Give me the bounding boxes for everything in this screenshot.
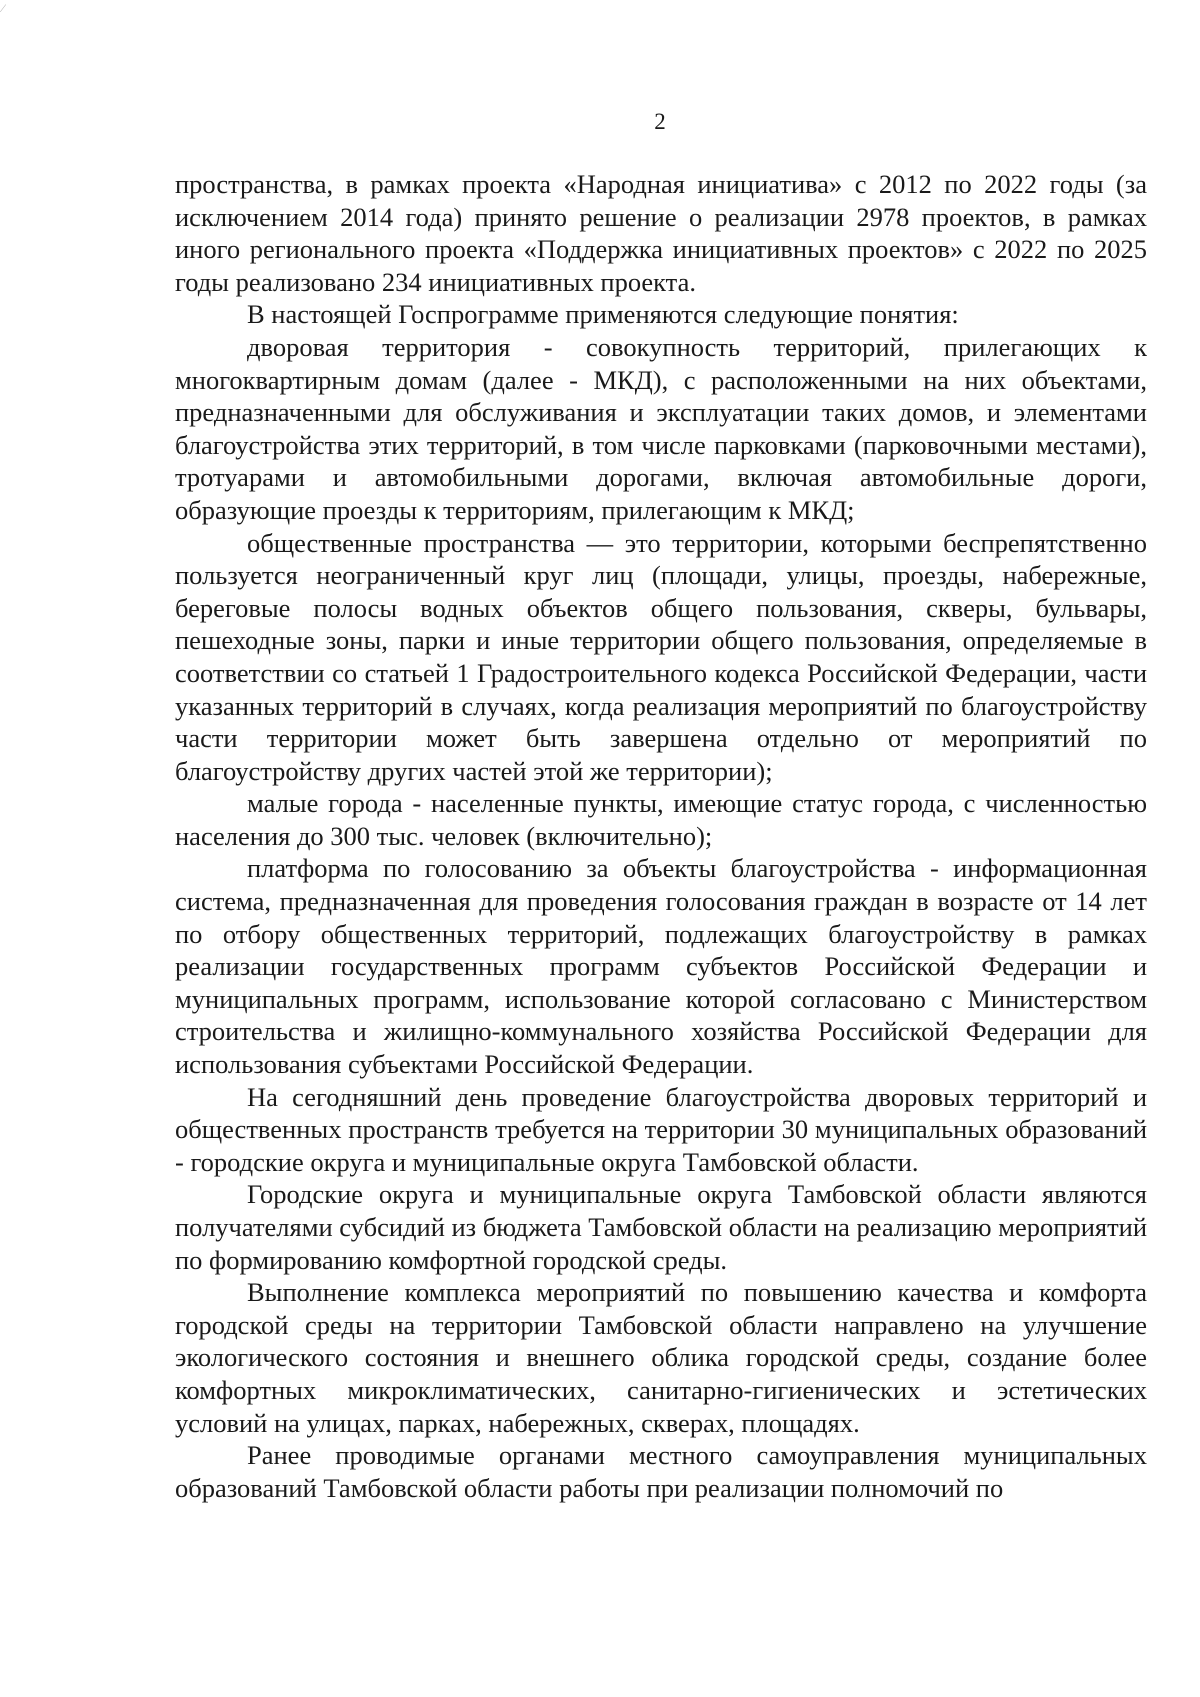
paragraph-program-goals: Выполнение комплекса мероприятий по повышению качества и комфорта городской среды на территории Тамбовской области направлено на улучшение экологического состояния и внешнего облика городской среды, создание более комфортных микроклиматических, санитарно-гигиенических и эстетических условий на улицах, парках, набережных, скверах, площадях. (175, 1277, 1147, 1438)
document-body (175, 168, 1147, 1504)
paragraph-continuation: пространства, в рамках проекта «Народная инициатива» с 2012 по 2022 годы (за исключением 2014 года) принято решение о реализации 2978 проектов, в рамках иного регионального проекта «Поддержка инициативных проектов» с 2022 по 2025 годы реализовано 234 инициативных проекта. (175, 169, 1147, 297)
paragraph-small-towns-definition: малые города - населенные пункты, имеющие статус города, с численностью населения до 300 тыс. человек (включительно); (175, 788, 1147, 851)
paragraph-public-spaces-definition: общественные пространства — это территории, которыми беспрепятственно пользуется неограниченный круг лиц (площади, улицы, проезды, набережные, береговые полосы водных объектов общего пользования, скверы, бульвары, пешеходные зоны, парки и иные территории общего пользования, определяемые в соответствии со статьей 1 Градостроительного кодекса Российской Федерации, части указанных территорий в случаях, когда реализация мероприятий по благоустройству части территории может быть завершена отдельно от мероприятий по благоустройству других частей этой же территории); (175, 527, 1147, 786)
paragraph-previous-work: Ранее проводимые органами местного самоуправления муниципальных образований Тамбовской области работы при реализации полномочий по (175, 1440, 1147, 1503)
paragraph-courtyard-definition: дворовая территория - совокупность территорий, прилегающих к многоквартирным домам (далее - МКД), с расположенными на них объектами, предназначенными для обслуживания и эксплуатации таких домов, и элементами благоустройства этих территорий, в том числе парковками (парковочными местами), тротуарами и автомобильными дорогами, включая автомобильные дороги, образующие проезды к территориям, прилегающим к МКД; (175, 331, 1147, 525)
page-number: 2 (654, 109, 666, 134)
scan-mark-icon: ⁄ (2, 1, 5, 15)
paragraph-current-needs: На сегодняшний день проведение благоустройства дворовых территорий и общественных пространств требуется на территории 30 муниципальных образований - городские округа и муниципальные округа Тамбовской области. (175, 1081, 1147, 1177)
paragraph-definitions-intro: В настоящей Госпрограмме применяются следующие понятия: (247, 299, 959, 330)
paragraph-subsidy-recipients: Городские округа и муниципальные округа Тамбовской области являются получателями субсидий из бюджета Тамбовской области на реализацию мероприятий по формированию комфортной городской среды. (175, 1179, 1148, 1275)
paragraph-voting-platform-definition: платформа по голосованию за объекты благоустройства - информационная система, предназначенная для проведения голосования граждан в возрасте от 14 лет по отбору общественных территорий, подлежащих благоустройству в рамках реализации государственных программ субъектов Российской Федерации и муниципальных программ, использование которой согласовано с Министерством строительства и жилищно-коммунального хозяйства Российской Федерации для использования субъектами Российской Федерации. (175, 853, 1147, 1080)
